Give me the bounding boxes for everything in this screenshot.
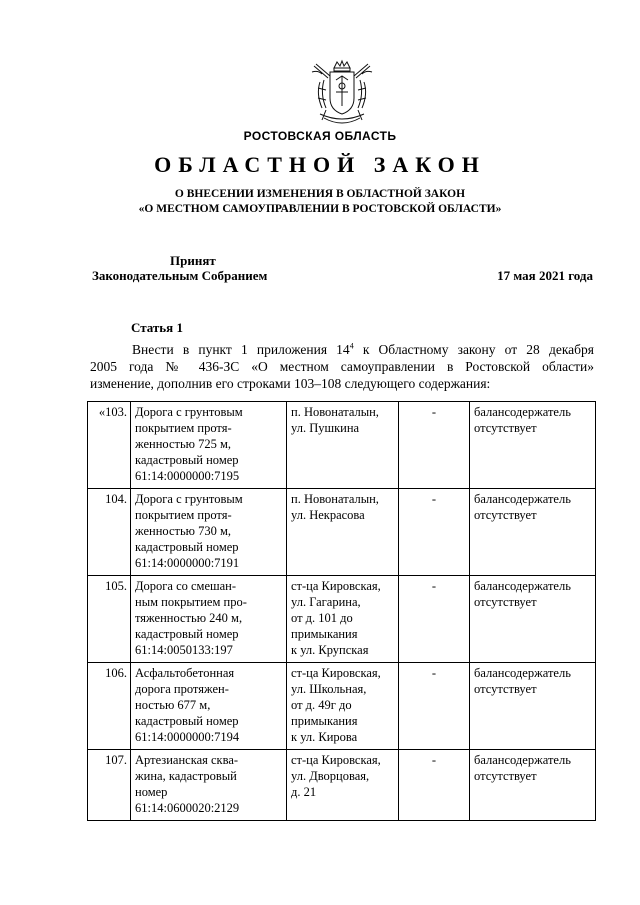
object-address-line: д. 21 [291, 785, 317, 799]
balance-holder-line: балансодержатель [474, 492, 571, 506]
balance-holder-line: отсутствует [474, 595, 537, 609]
object-address-line: примыкания [291, 627, 358, 641]
object-name-line: Асфальтобетонная [135, 666, 235, 680]
paragraph-text: Внести в пункт 1 приложения 14 [132, 342, 350, 357]
object-name-line: Артезианская сква- [135, 753, 239, 767]
object-name-line: кадастровый номер [135, 714, 239, 728]
balance-holder-line: балансодержатель [474, 753, 571, 767]
row-number: «103. [88, 402, 131, 489]
object-address-line: ст-ца Кировская, [291, 753, 381, 767]
adoption-body: Законодательным Собранием [92, 268, 268, 283]
object-address-line: ул. Дворцовая, [291, 769, 370, 783]
article-paragraph [90, 341, 594, 392]
amendment-table [87, 401, 596, 821]
object-name-line: покрытием протя- [135, 421, 232, 435]
object-name-line: жина, кадастровый [135, 769, 237, 783]
object-name-line: 61:14:0600020:2129 [135, 801, 240, 815]
table-row [88, 750, 596, 821]
object-name-line: Дорога с грунтовым [135, 492, 243, 506]
object-name-line: 61:14:0050133:197 [135, 643, 233, 657]
object-name-line: ным покрытием про- [135, 595, 247, 609]
object-name [131, 750, 287, 821]
table-row [88, 489, 596, 576]
object-address-line: ул. Некрасова [291, 508, 365, 522]
balance-holder-line: балансодержатель [474, 666, 571, 680]
coat-of-arms-emblem [306, 58, 378, 130]
balance-holder [470, 489, 596, 576]
balance-holder-line: отсутствует [474, 508, 537, 522]
row-number: 104. [88, 489, 131, 576]
object-address-line: от д. 101 до [291, 611, 353, 625]
object-dash: - [399, 576, 470, 663]
balance-holder-line: отсутствует [474, 682, 537, 696]
object-name-line: ностью 677 м, [135, 698, 211, 712]
balance-holder-line: отсутствует [474, 421, 537, 435]
object-address-line: к ул. Крупская [291, 643, 369, 657]
object-address-line: п. Новонаталын, [291, 492, 379, 506]
object-name-line: Дорога со смешан- [135, 579, 237, 593]
superscript: 4 [349, 341, 354, 351]
balance-holder-line: отсутствует [474, 769, 537, 783]
object-dash: - [399, 750, 470, 821]
object-address [287, 576, 399, 663]
object-dash: - [399, 489, 470, 576]
row-number: 106. [88, 663, 131, 750]
paragraph-text: к Областному закону от 28 декабря [353, 342, 594, 357]
object-name-line: Дорога с грунтовым [135, 405, 243, 419]
balance-holder [470, 750, 596, 821]
object-dash: - [399, 402, 470, 489]
object-address-line: ст-ца Кировская, [291, 666, 381, 680]
object-name-line: женностью 730 м, [135, 524, 232, 538]
object-name-line: тяженностью 240 м, [135, 611, 243, 625]
object-address [287, 750, 399, 821]
table-row [88, 663, 596, 750]
object-address-line: ул. Пушкина [291, 421, 360, 435]
object-name-line: кадастровый номер [135, 627, 239, 641]
paragraph-line-2: 2005 года № 436-ЗС «О местном самоуправлении в Ростовской области» [90, 359, 594, 374]
document-title: ОБЛАСТНОЙ ЗАКОН [154, 152, 486, 177]
balance-holder [470, 576, 596, 663]
object-name [131, 576, 287, 663]
table-row [88, 402, 596, 489]
object-address [287, 489, 399, 576]
balance-holder-line: балансодержатель [474, 405, 571, 419]
object-name [131, 402, 287, 489]
object-name [131, 663, 287, 750]
object-name-line: 61:14:0000000:7194 [135, 730, 240, 744]
object-name-line: женностью 725 м, [135, 437, 232, 451]
object-name-line: дорога протяжен- [135, 682, 229, 696]
object-name-line: 61:14:0000000:7191 [135, 556, 240, 570]
row-number: 107. [88, 750, 131, 821]
object-address-line: примыкания [291, 714, 358, 728]
row-number: 105. [88, 576, 131, 663]
object-address-line: от д. 49г до [291, 698, 352, 712]
adoption-label: Принят [170, 253, 216, 268]
document-subtitle-line2: «О МЕСТНОМ САМОУПРАВЛЕНИИ В РОСТОВСКОЙ ОБЛАСТИ» [138, 203, 502, 215]
article-title: Статья 1 [131, 320, 183, 335]
object-address-line: п. Новонаталын, [291, 405, 379, 419]
object-address-line: ст-ца Кировская, [291, 579, 381, 593]
object-address [287, 663, 399, 750]
paragraph-line-3: изменение, дополнив его строками 103–108 следующего содержания: [90, 376, 491, 391]
adoption-date: 17 мая 2021 года [497, 268, 593, 283]
object-address-line: ул. Гагарина, [291, 595, 361, 609]
object-name-line: кадастровый номер [135, 540, 239, 554]
object-name-line: номер [135, 785, 168, 799]
object-address-line: к ул. Кирова [291, 730, 358, 744]
table-row [88, 576, 596, 663]
object-dash: - [399, 663, 470, 750]
balance-holder-line: балансодержатель [474, 579, 571, 593]
balance-holder [470, 663, 596, 750]
balance-holder [470, 402, 596, 489]
region-name: РОСТОВСКАЯ ОБЛАСТЬ [243, 129, 397, 143]
object-name-line: 61:14:0000000:7195 [135, 469, 240, 483]
object-name-line: покрытием протя- [135, 508, 232, 522]
object-name [131, 489, 287, 576]
object-address [287, 402, 399, 489]
document-subtitle-line1: О ВНЕСЕНИИ ИЗМЕНЕНИЯ В ОБЛАСТНОЙ ЗАКОН [174, 188, 466, 200]
object-name-line: кадастровый номер [135, 453, 239, 467]
amendment-table-body [88, 402, 596, 821]
paragraph-line-1 [90, 341, 594, 358]
object-address-line: ул. Школьная, [291, 682, 367, 696]
